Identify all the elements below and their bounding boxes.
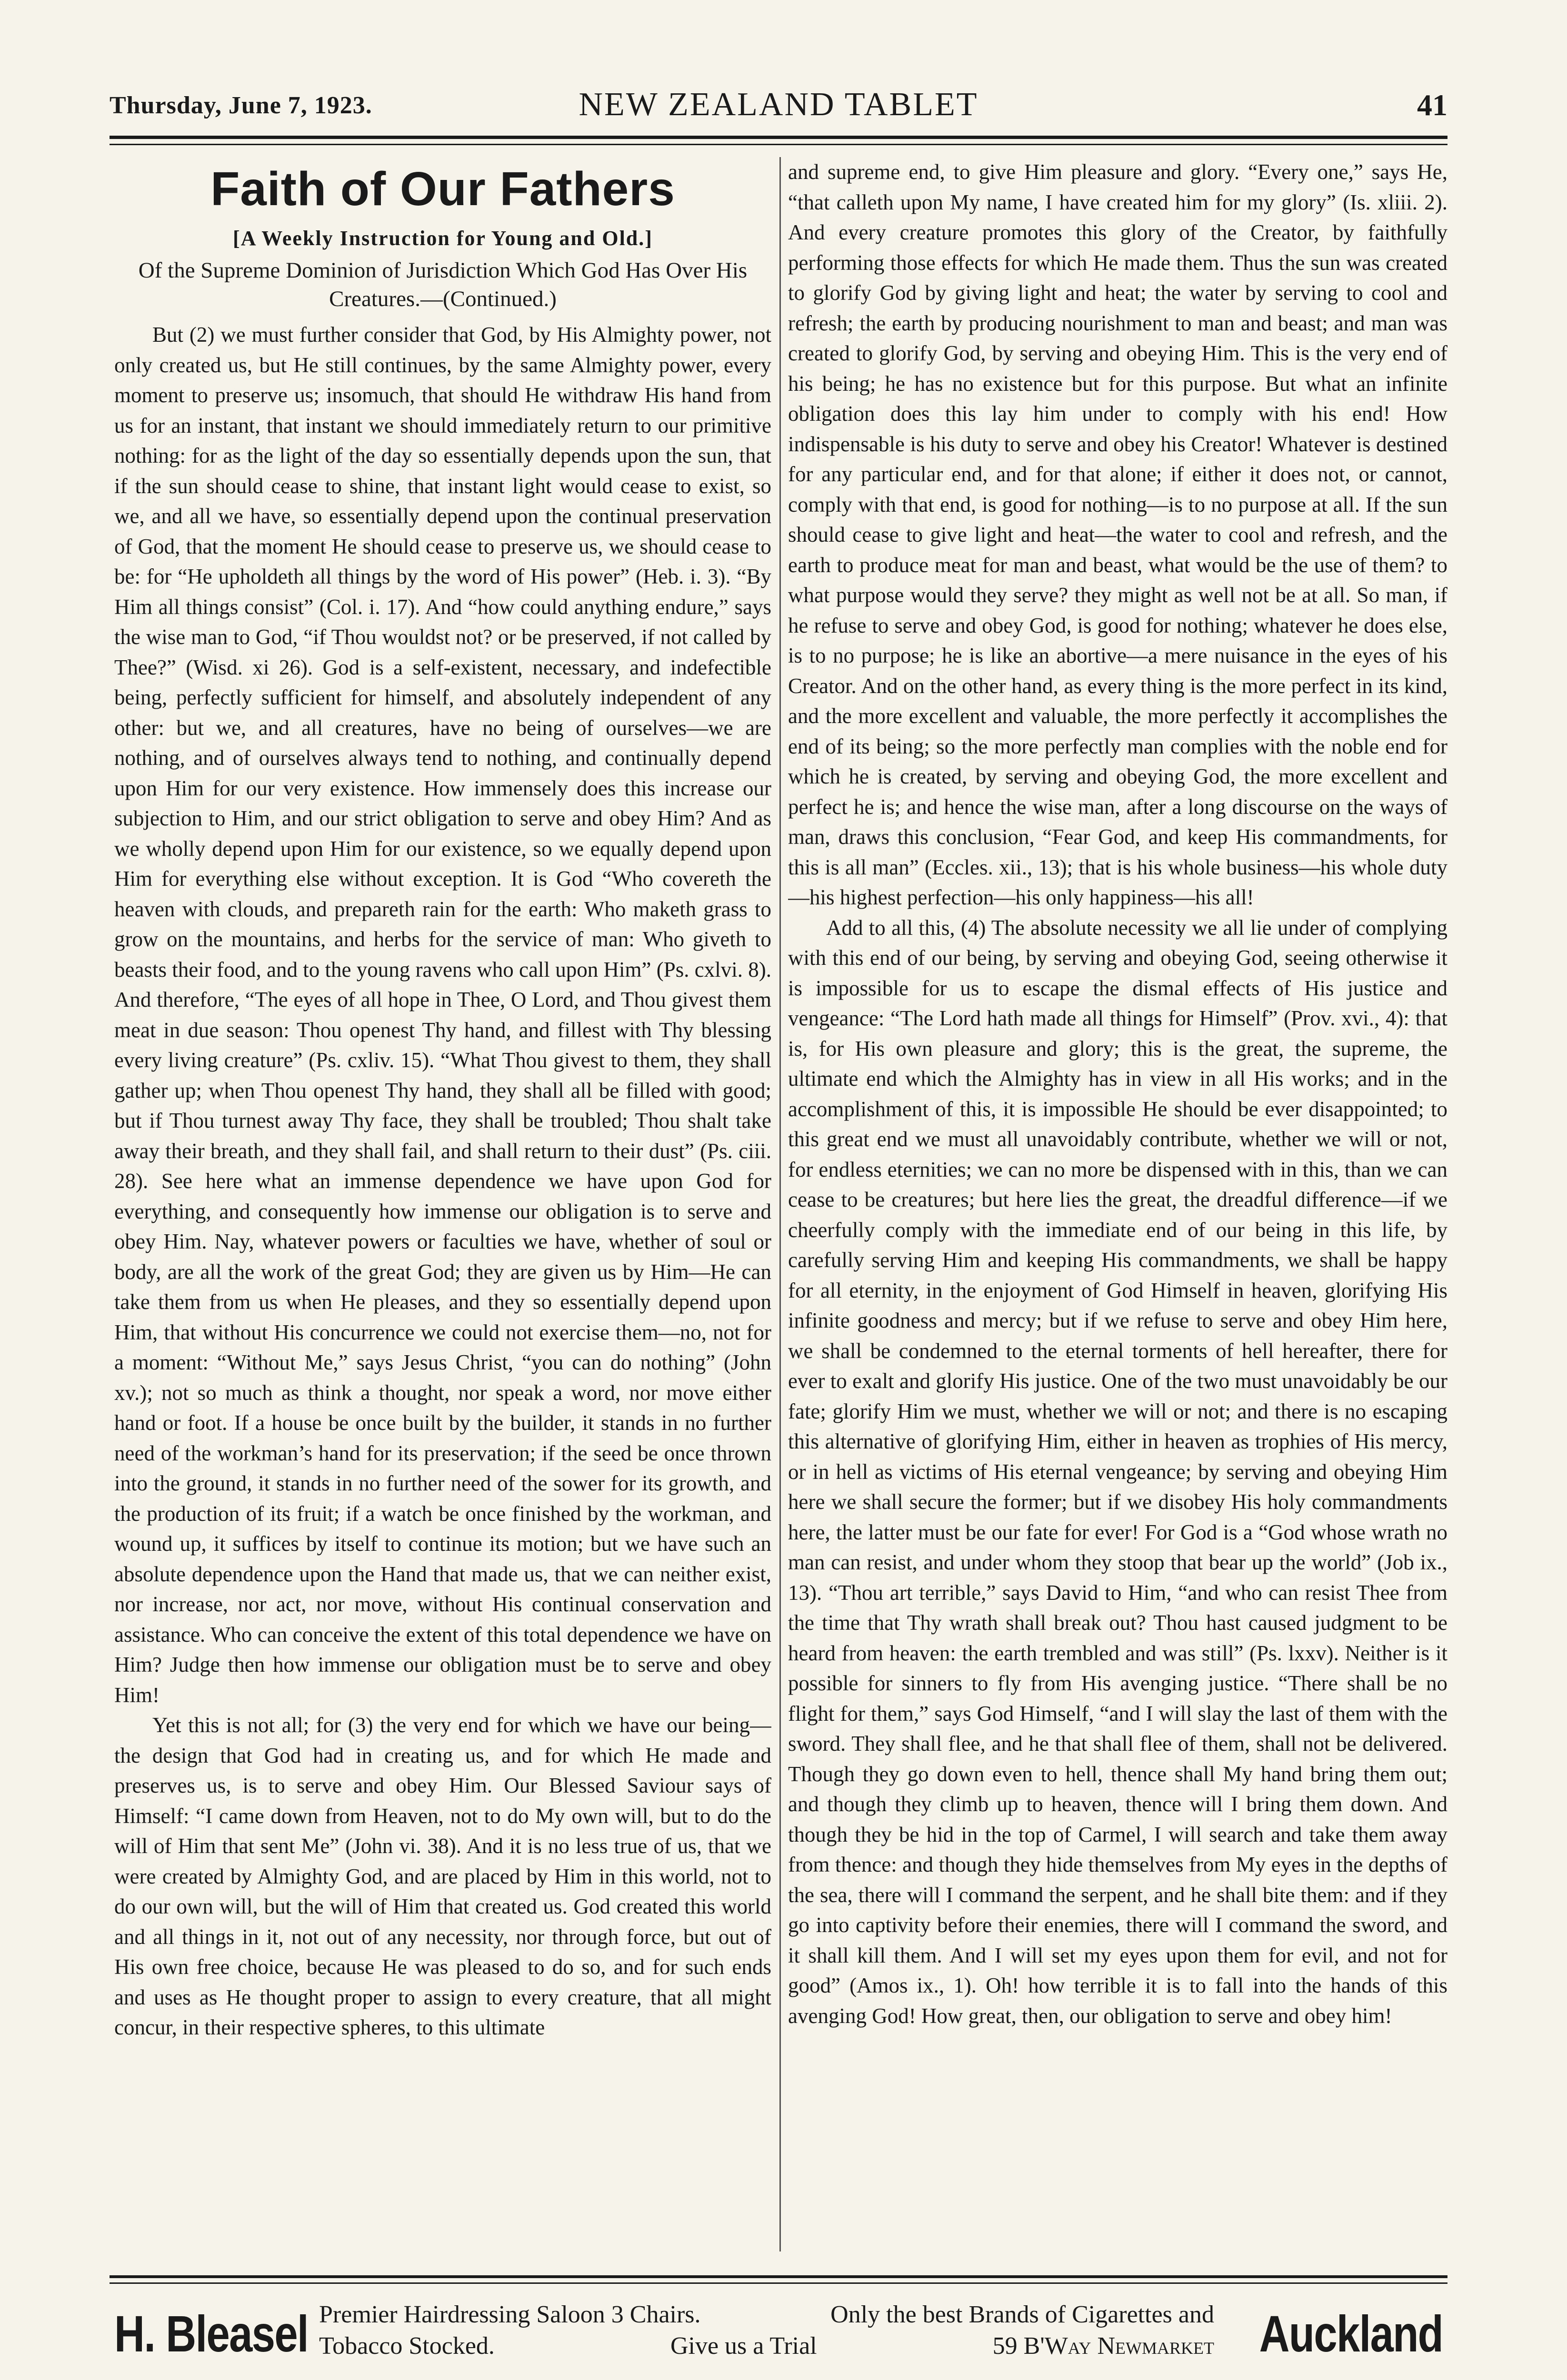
right-body-text	[788, 157, 1447, 2031]
ad-line2-left: Tobacco Stocked.	[319, 2332, 495, 2360]
paragraph: But (2) we must further consider that God, by His Almighty power, not only created us, but He still continues, by the same Almighty power, every moment to preserve us; insomuch, that should He withdraw His hand from us for an instant, that instant we should immediately return to our primitive nothing: for as the light of the day so essentially depends upon the sun, that if the sun should cease to shine, that instant light would cease to exist, so we, and all we have, so essentially depend upon the continual preservation of God, that the moment He should cease to preserve us, we should cease to be: for “He upholdeth all things by the word of His power” (Heb. i. 3). “By Him all things consist” (Col. i. 17). And “how could anything endure,” says the wise man to God, “if Thou wouldst not? or be preserved, if not called by Thee?” (Wisd. xi 26). God is a self-existent, necessary, and indefectible being, perfectly sufficient for himself, and absolutely independent of any other: but we, and all creatures, have no being of ourselves—we are nothing, and of ourselves always tend to nothing, and continually depend upon Him for our very existence. How immensely does this increase our subjection to Him, and our strict obligation to serve and obey Him? And as we wholly depend upon Him for our existence, so we equally depend upon Him for everything else without exception. It is God “Who covereth the heaven with clouds, and prepareth rain for the earth: Who maketh grass to grow on the mountains, and herbs for the service of man: Who giveth to beasts their food, and to the young ravens who call upon Him” (Ps. cxlvi. 8). And therefore, “The eyes of all hope in Thee, O Lord, and Thou givest them meat in due season: Thou openest Thy hand, and fillest with Thy blessing every living creature” (Ps. cxliv. 15). “What Thou givest to them, they shall gather up; when Thou openest Thy hand, they shall all be filled with good; but if Thou turnest away Thy face, they shall be troubled; Thou shalt take away their breath, and they shall fail, and shall return to their dust” (Ps. ciii. 28). See here what an immense dependence we have upon God for everything, and consequently how immense our obligation is to serve and obey Him. Nay, whatever powers or faculties we have, whether of soul or body, are all the work of the great God; they are given us by Him—He can take them from us when He pleases, and they so essentially depend upon Him, that without His concurrence we could not exercise them—no, not for a moment: “Without Me,” says Jesus Christ, “you can do nothing” (John xv.); not so much as think a thought, nor speak a word, nor move either hand or foot. If a house be once built by the builder, it stands in no further need of the workman’s hand for its preservation; if the seed be once thrown into the ground, it stands in no further need of the sower for its growth, and the production of its fruit; if a watch be once finished by the workman, and wound up, it suffices by itself to continue its motion; but we have such an absolute dependence upon the Hand that made us, that we can neither exist, nor increase, nor act, nor move, without His continual conservation and assistance. Who can conceive the extent of this total dependence we have on Him? Judge then how immense our obligation must be to serve and obey Him!	[114, 323, 771, 1707]
article-subheading: Of the Supreme Dominion of Jurisdiction Which God Has Over His Creatures.—(Continued.)	[138, 258, 748, 311]
paragraph: Yet this is not all; for (3) the very end for which we have our being—the design that God had in creating us, and for which He made and preserves us, is to serve and obey Him. Our Blessed Saviour says of Himself: “I came down from Heaven, not to do My own will, but to do the will of Him that sent Me” (John vi. 38). And it is no less true of us, that we were created by Almighty God, and are placed by Him in this world, not to do our own will, but the will of Him that created us. God created this world and all things in it, not out of any necessity, nor through force, but out of His own free choice, because He was pleased to do so, and for such ends and uses as He thought proper to assign to every creature, that all might concur, in their respective spheres, to this ultimate	[114, 1713, 771, 2039]
page-header	[110, 81, 1447, 133]
article-kicker: [A Weekly Instruction for Young and Old.]	[233, 227, 653, 250]
left-column	[114, 157, 771, 2251]
right-column	[788, 157, 1447, 2251]
ad-address: 59 B'Way Newmarket	[992, 2332, 1214, 2360]
advertisement-text	[319, 2299, 1214, 2362]
footer-rule-thick	[110, 2275, 1447, 2278]
paragraph: and supreme end, to give Him pleasure and glory. “Every one,” says He, “that calleth upon My name, I have created him for my glory” (Is. xliii. 2). And every creature promotes this glory of the Creator, by faithfully performing those effects for which He made them. Thus the sun was created to glorify God by giving light and heat; the water by serving to cool and refresh; the earth by producing nourishment to man and beast; and man was created to glorify God, by serving and obeying Him. This is the very end of his being; he has no existence but for this purpose. But what an infinite obligation does this lay him under to comply with his end! How indispensable is his duty to serve and obey his Creator! Whatever is destined for any particular end, and for that alone; if either it does not, or cannot, comply with that end, is good for nothing—is to no purpose at all. If the sun should cease to give light and heat—the water to cool and refresh, and the earth to produce meat for man and beast, what would be the use of them? to what purpose would they serve? they might as well not be at all. So man, if he refuse to serve and obey God, is good for nothing; whatever he does else, is to no purpose; he is like an abortive—a mere nuisance in the eyes of his Creator. And on the other hand, as every thing is the more perfect in its kind, and the more excellent and valuable, the more perfectly it accomplishes the end of its being; so the more perfectly man complies with the noble end for which he is created, by serving and obeying God, the more excellent and perfect he is; and hence the wise man, after a long discourse on the ways of man, draws this conclusion, “Fear God, and keep His commandments, for this is all man” (Eccles. xii., 13); that is his whole business—his whole duty—his highest perfection—his only happiness—his all!	[788, 160, 1447, 909]
paragraph: Add to all this, (4) The absolute necessity we all lie under of complying with this end of our being, by serving and obeying God, seeing otherwise it is impossible for us to escape the dismal effects of His justice and vengeance: “The Lord hath made all things for Himself” (Prov. xvi., 4): that is, for His own pleasure and glory; this is the great, the supreme, the ultimate end which the Almighty has in view in all His works; and in the accomplishment of this, it is impossible He should be ever disappointed; to this great end we must all unavoidably contribute, whether we will or not, for endless eternities; we can no more be dispensed with in this, than we can cease to be creatures; but here lies the great, the dreadful difference—if we cheerfully comply with the immediate end of our being in this life, by carefully serving Him and keeping His commandments, we shall be happy for all eternity, in the enjoyment of God Himself in heaven, glorifying His infinite goodness and mercy; but if we refuse to serve and obey Him here, we shall be condemned to the eternal torments of hell hereafter, there for ever to exalt and glorify His justice. One of the two must unavoidably be our fate; glorify Him we must, whether we will or not; and there is no escaping this alternative of glorifying Him, either in heaven as trophies of His mercy, or in hell as victims of His eternal vengeance; by serving and obeying Him here we shall secure the former; but if we disobey His holy commandments here, the latter must be our fate for ever! For God is a “God whose wrath no man can resist, and under whom they stoop that bear up the world” (Job ix., 13). “Thou art terrible,” says David to Him, “and who can resist Thee from the time that Thy wrath shall break out? Thou hast caused judgment to be heard from heaven: the earth trembled and was still” (Ps. lxxv). Neither is it possible for sinners to fly from His avenging justice. “There shall be no flight for them,” says God Himself, “and I will slay the last of them with the sword. They shall flee, and he that shall flee of them, shall not be delivered. Though they go down even to hell, thence shall My hand bring them out; and though they climb up to heaven, thence will I bring them down. And though they be hid in the top of Carmel, I will search and take them away from thence: and though they hide themselves from My eyes in the depths of the sea, there will I command the serpent, and he shall bite them: and if they go into captivity before their enemies, there will I command the sword, and it shall kill them. And I will set my eyes upon them for evil, and not for good” (Amos ix., 1). Oh! how terrible it is to fall into the hands of this avenging God! How great, then, our obligation to serve and obey him!	[788, 915, 1447, 2028]
advertiser-city: Auckland	[1259, 2305, 1443, 2362]
advertisement-banner	[110, 2290, 1447, 2380]
ad-line1-right: Only the best Brands of Cigarettes and	[830, 2301, 1214, 2328]
footer-rule-thin	[110, 2282, 1447, 2284]
header-rule-thin	[110, 144, 1447, 145]
article-title: Faith of Our Fathers	[210, 162, 675, 216]
ad-line2-mid: Give us a Trial	[670, 2332, 817, 2360]
issue-date: Thursday, June 7, 1923.	[110, 92, 372, 119]
advertiser-name: H. Bleasel	[114, 2305, 308, 2362]
column-divider	[779, 157, 781, 2251]
ad-line1-left: Premier Hairdressing Saloon 3 Chairs.	[319, 2301, 701, 2328]
left-body-text	[114, 320, 771, 2043]
publication-title: NEW ZEALAND TABLET	[579, 86, 978, 123]
page-number: 41	[1417, 88, 1447, 122]
header-rule-thick	[110, 136, 1447, 139]
